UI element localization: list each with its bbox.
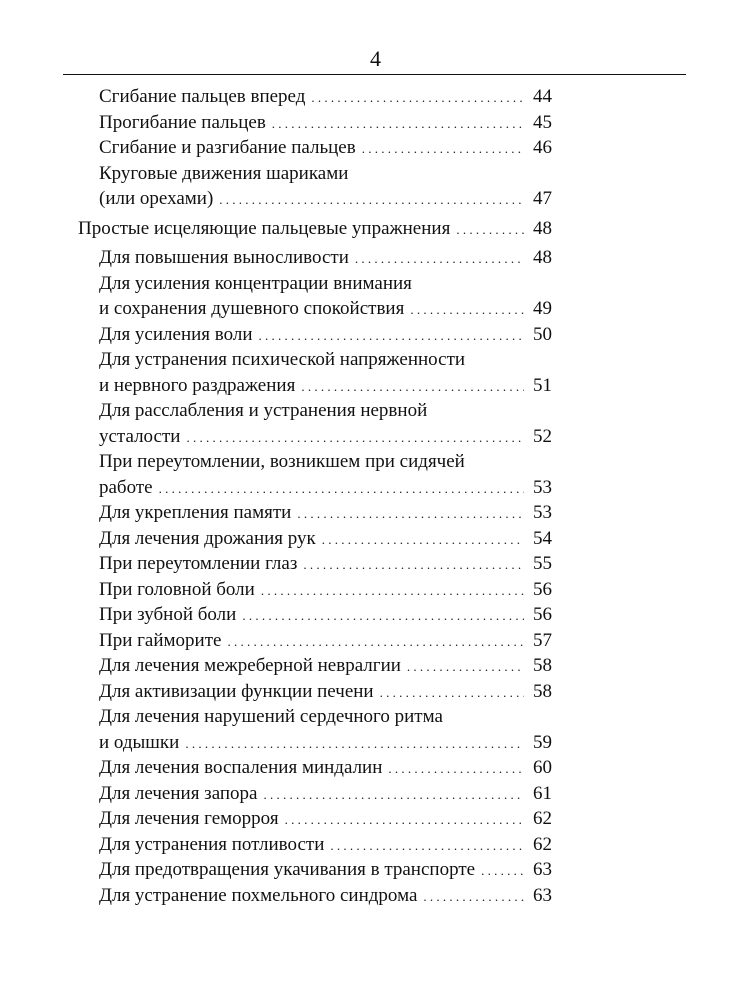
dot-leader bbox=[388, 755, 524, 782]
toc-entry bbox=[99, 679, 552, 705]
dot-leader bbox=[185, 730, 524, 757]
toc-page-number: 46 bbox=[533, 137, 552, 158]
toc-entry-title-line: Сгибание и разгибание пальцев bbox=[99, 137, 356, 158]
dot-leader bbox=[159, 475, 524, 502]
toc-page-number: 62 bbox=[533, 833, 552, 855]
toc-entry bbox=[99, 857, 552, 883]
toc-entry bbox=[99, 704, 552, 755]
toc-entry bbox=[99, 832, 552, 858]
toc-entry-title-line: Для устранение похмельного синдрома bbox=[99, 884, 418, 906]
toc-entry-last-line bbox=[99, 602, 552, 628]
toc-entry-lines bbox=[99, 347, 552, 373]
toc-page-number: 49 bbox=[533, 298, 552, 319]
dot-leader bbox=[380, 679, 524, 706]
toc-page-number: 57 bbox=[533, 629, 552, 651]
toc-entry-title-line: Прогибание пальцев bbox=[99, 111, 266, 133]
toc-page-number: 56 bbox=[533, 578, 552, 600]
toc-entry-title-line: Для усиления воли bbox=[99, 323, 253, 345]
toc-entry-title-line: При зубной боли bbox=[99, 604, 237, 625]
dot-leader bbox=[242, 602, 524, 629]
toc-entry-last-line bbox=[99, 883, 552, 909]
dot-leader bbox=[301, 373, 524, 400]
toc-entry-last-line bbox=[99, 500, 552, 526]
toc-entry-title-line: При переутомлении, возникшем при сидячей bbox=[99, 451, 465, 472]
dot-leader bbox=[219, 186, 524, 213]
toc-entry-last-line bbox=[99, 245, 552, 271]
toc-entry-title-line: При головной боли bbox=[99, 578, 255, 600]
toc-entry-title-line: Сгибание пальцев вперед bbox=[99, 86, 306, 107]
page-number: 4 bbox=[370, 46, 381, 71]
toc-page-number: 45 bbox=[533, 111, 552, 133]
toc-entry bbox=[99, 806, 552, 832]
toc-entry-title-line: Для лечения нарушений сердечного ритма bbox=[99, 706, 443, 727]
toc-page-number: 51 bbox=[533, 374, 552, 396]
toc-entry-last-line bbox=[99, 857, 552, 883]
toc-page-number: 56 bbox=[533, 604, 552, 625]
toc-entry-last-line bbox=[99, 653, 552, 679]
toc-entry bbox=[99, 577, 552, 603]
toc-entry bbox=[99, 135, 552, 161]
toc-page-number: 54 bbox=[533, 527, 552, 549]
toc-entry-last-line bbox=[99, 755, 552, 781]
toc-entry-last-line bbox=[99, 475, 552, 501]
toc-entry-last-line bbox=[99, 322, 552, 348]
toc-entry-title-line: При гайморите bbox=[99, 629, 222, 651]
dot-leader bbox=[330, 832, 524, 859]
toc-entry-title-line: Для повышения выносливости bbox=[99, 247, 349, 268]
toc-entry-title-line: Для лечения запора bbox=[99, 782, 258, 804]
toc-entry-last-line bbox=[99, 84, 552, 110]
toc-entry bbox=[99, 500, 552, 526]
toc-entry-title-line: усталости bbox=[99, 425, 181, 447]
toc-entry-title-line: Для лечения воспаления миндалин bbox=[99, 757, 383, 778]
header-rule bbox=[63, 74, 686, 75]
toc-entry-last-line bbox=[99, 135, 552, 161]
toc-page-number: 52 bbox=[533, 425, 552, 447]
toc-entry-last-line bbox=[99, 551, 552, 577]
toc-entry-title-line: Для предотвращения укачивания в транспорте bbox=[99, 859, 476, 880]
toc-page-number: 62 bbox=[533, 808, 552, 829]
toc-page-number: 58 bbox=[533, 680, 552, 702]
toc-page-number: 63 bbox=[533, 884, 552, 906]
toc-entry-title-line: Для лечения межреберной невралгии bbox=[99, 655, 401, 676]
toc-entry-last-line bbox=[99, 628, 552, 654]
toc-entry bbox=[99, 245, 552, 271]
toc-entry-title-line: При переутомлении глаз bbox=[99, 553, 298, 574]
toc-entry-last-line bbox=[99, 526, 552, 552]
dot-leader bbox=[303, 551, 524, 578]
dot-leader bbox=[456, 216, 524, 243]
toc-entry-last-line bbox=[99, 832, 552, 858]
toc-entry-lines bbox=[99, 161, 552, 187]
toc-entry-title-line: и сохранения душевного спокойствия bbox=[99, 298, 405, 319]
toc-entry bbox=[99, 883, 552, 909]
toc-entry bbox=[99, 755, 552, 781]
toc-page-number: 58 bbox=[533, 655, 552, 676]
toc-entry-lines bbox=[99, 271, 552, 297]
toc-entry bbox=[99, 781, 552, 807]
dot-leader bbox=[407, 653, 524, 680]
toc-entry-lines bbox=[99, 449, 552, 475]
toc-entry-last-line bbox=[99, 577, 552, 603]
toc-entry bbox=[99, 110, 552, 136]
dot-leader bbox=[311, 84, 524, 111]
toc-entry-lines bbox=[99, 704, 552, 730]
toc-entry bbox=[99, 84, 552, 110]
toc-page-number: 63 bbox=[533, 859, 552, 880]
dot-leader bbox=[481, 857, 524, 884]
dot-leader bbox=[263, 781, 524, 808]
toc-entry bbox=[99, 602, 552, 628]
toc-entry-last-line bbox=[99, 296, 552, 322]
toc-page-number: 50 bbox=[533, 323, 552, 345]
toc-entry-title-line: Простые исцеляющие пальцевые упражнения bbox=[78, 217, 451, 239]
toc-entry bbox=[99, 322, 552, 348]
toc-entry bbox=[99, 551, 552, 577]
dot-leader bbox=[423, 883, 524, 910]
toc-entry bbox=[99, 628, 552, 654]
toc-entry-title-line: Для лечения дрожания рук bbox=[99, 527, 316, 549]
dot-leader bbox=[186, 424, 524, 451]
toc-entry-last-line bbox=[78, 216, 552, 242]
toc-entry-title-line: работе bbox=[99, 476, 153, 498]
toc-entry-lines bbox=[99, 398, 552, 424]
toc-entry-last-line bbox=[99, 186, 552, 212]
toc-page-number: 53 bbox=[533, 502, 552, 523]
toc-entry bbox=[99, 526, 552, 552]
toc-entry-title-line: Для лечения геморроя bbox=[99, 808, 279, 829]
toc-entry-last-line bbox=[99, 781, 552, 807]
toc-entry-last-line bbox=[99, 110, 552, 136]
toc-page-number: 60 bbox=[533, 757, 552, 778]
toc-entry-title-line: Для устранения потливости bbox=[99, 833, 325, 855]
dot-leader bbox=[285, 806, 524, 833]
toc-entry-last-line bbox=[99, 373, 552, 399]
toc-entry bbox=[99, 449, 552, 500]
toc-entry-title-line: Для устранения психической напряженности bbox=[99, 349, 466, 370]
toc-entry-last-line bbox=[99, 424, 552, 450]
toc-entry-title-line: Для усиления концентрации внимания bbox=[99, 272, 412, 294]
toc-entry-title-line: и одышки bbox=[99, 731, 180, 753]
dot-leader bbox=[355, 245, 524, 272]
dot-leader bbox=[227, 628, 524, 655]
toc-entry-last-line bbox=[99, 730, 552, 756]
toc-page-number: 61 bbox=[533, 782, 552, 804]
toc-entry-last-line bbox=[99, 679, 552, 705]
dot-leader bbox=[362, 135, 524, 162]
toc-page-number: 47 bbox=[533, 188, 552, 209]
dot-leader bbox=[272, 110, 524, 137]
dot-leader bbox=[322, 526, 524, 553]
toc-entry-title-line: (или орехами) bbox=[99, 188, 214, 209]
dot-leader bbox=[297, 500, 524, 527]
dot-leader bbox=[261, 577, 524, 604]
toc-entry-title-line: Для расслабления и устранения нервной bbox=[99, 400, 428, 421]
toc-page-number: 48 bbox=[533, 247, 552, 268]
toc-entry-title-line: Круговые движения шариками bbox=[99, 162, 349, 184]
toc-entry bbox=[99, 347, 552, 398]
toc-entry bbox=[99, 398, 552, 449]
toc-entry-title-line: Для активизации функции печени bbox=[99, 680, 374, 702]
toc-page-number: 55 bbox=[533, 553, 552, 574]
toc-entry bbox=[99, 161, 552, 212]
toc-page-number: 48 bbox=[533, 217, 552, 239]
toc-entry bbox=[78, 216, 552, 242]
toc-entry-last-line bbox=[99, 806, 552, 832]
toc-entry bbox=[99, 271, 552, 322]
toc-entry-title-line: Для укрепления памяти bbox=[99, 502, 292, 523]
toc-page-number: 44 bbox=[533, 86, 552, 107]
table-of-contents bbox=[0, 84, 751, 908]
dot-leader bbox=[259, 322, 524, 349]
toc-entry bbox=[99, 653, 552, 679]
dot-leader bbox=[410, 296, 524, 323]
toc-entry-title-line: и нервного раздражения bbox=[99, 374, 296, 396]
toc-page-number: 53 bbox=[533, 476, 552, 498]
toc-page-number: 59 bbox=[533, 731, 552, 753]
